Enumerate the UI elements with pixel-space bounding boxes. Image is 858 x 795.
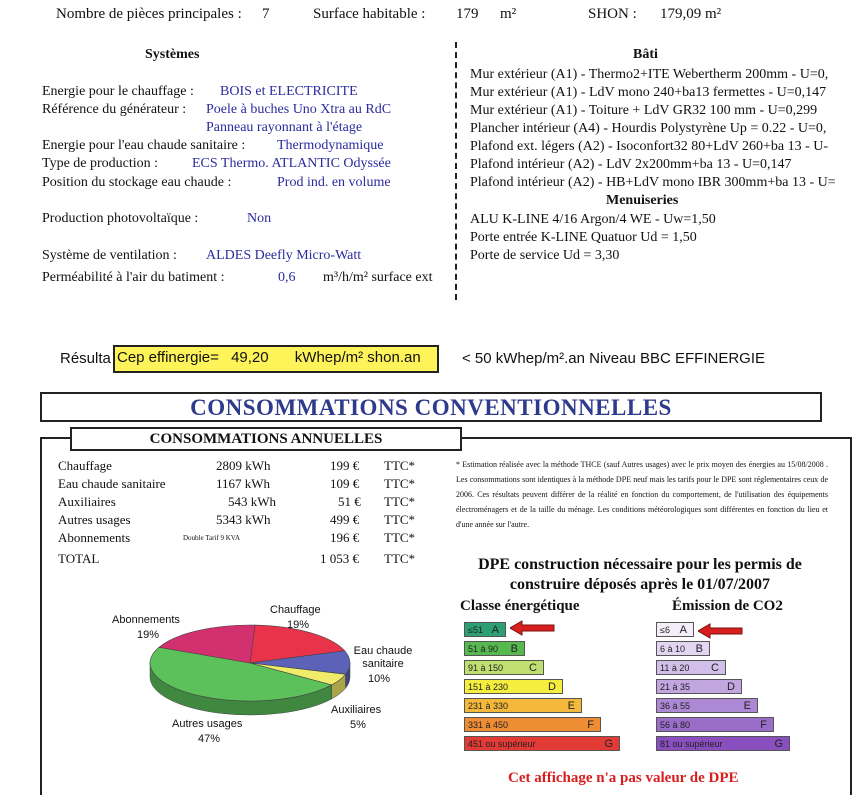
co2-title: Émission de CO2	[672, 598, 783, 614]
co2-letter-label: D	[727, 681, 735, 693]
pie-value-label: 10%	[368, 673, 391, 685]
bati-list	[470, 66, 842, 192]
pie-value-label: 47%	[198, 733, 221, 745]
co2-class-b	[656, 641, 710, 656]
cep-value: 49,20	[231, 349, 269, 366]
co2-range-label: 36 à 55	[660, 701, 691, 711]
energy-class-f	[464, 717, 601, 732]
row-eur: 51 €	[338, 494, 361, 509]
pie-label: Auxiliaires	[331, 704, 382, 716]
energy-range-label: 231 à 330	[468, 701, 509, 711]
row-eur: 109 €	[330, 476, 360, 491]
energy-range-label: 51 à 90	[468, 644, 499, 654]
co2-scale	[656, 622, 806, 762]
row-kwh: 5343 kWh	[216, 512, 271, 527]
shon-value: 179,09 m²	[660, 6, 722, 22]
row-eur: 1 053 €	[320, 551, 359, 566]
menuiserie-line: Porte entrée K-LINE Quatuor Ud = 1,50	[470, 230, 697, 245]
energy-class-g	[464, 736, 620, 751]
row-ttc: TTC*	[384, 476, 416, 491]
annual-title-box	[70, 427, 462, 451]
surface-label: Surface habitable :	[313, 6, 426, 22]
energy-class-c	[464, 660, 544, 675]
energy-letter-label: D	[548, 681, 556, 693]
co2-letter-label: F	[760, 719, 767, 731]
co2-range-label: 21 à 35	[660, 682, 691, 692]
row-kwh: 543 kWh	[228, 494, 277, 509]
energy-class-b	[464, 641, 525, 656]
row-eur: 196 €	[330, 530, 360, 545]
dpe-title: DPE construction nécessaire pour les permis de construire déposés après le 01/07/2007	[478, 556, 802, 593]
co2-range-label: 6 à 10	[660, 644, 686, 654]
pie-label: Abonnements	[112, 614, 180, 626]
cep-unit: kWhep/m² shon.an	[294, 349, 421, 366]
table-row	[58, 458, 428, 476]
pieces-value: 7	[262, 6, 270, 22]
table-row	[58, 476, 428, 494]
energy-letter-label: F	[587, 719, 594, 731]
row-eur: 499 €	[330, 512, 360, 527]
row-ttc: TTC*	[384, 494, 416, 509]
permeabilite-label: Perméabilité à l'air du batiment :	[42, 270, 225, 285]
co2-range-label: ≤6	[660, 625, 670, 635]
row-label: TOTAL	[58, 551, 100, 566]
stockage-label: Position du stockage eau chaude :	[42, 175, 232, 190]
co2-letter-label: B	[695, 643, 703, 655]
conso-title-box	[40, 392, 822, 422]
annual-title: CONSOMMATIONS ANNUELLES	[149, 431, 383, 447]
energy-letter-label: E	[567, 700, 575, 712]
pie-label: Chauffage	[270, 604, 321, 616]
bati-title: Bâti	[633, 47, 658, 62]
generateur-value-2: Panneau rayonnant à l'étage	[206, 120, 363, 135]
production-label: Type de production :	[42, 156, 159, 171]
row-ttc: TTC*	[384, 551, 416, 566]
co2-class-d	[656, 679, 742, 694]
energy-range-label: 151 à 230	[468, 682, 509, 692]
chauffage-label: Energie pour le chauffage :	[42, 84, 194, 99]
energy-range-label: 91 à 150	[468, 663, 504, 673]
ecs-value: Thermodynamique	[277, 138, 384, 153]
co2-letter-label: G	[774, 738, 783, 750]
energy-class-a	[464, 622, 506, 637]
conso-table	[58, 458, 428, 570]
menuiserie-line: ALU K-LINE 4/16 Argon/4 WE - Uw=1,50	[470, 212, 716, 227]
pie-value-label: 5%	[350, 719, 366, 731]
co2-class-c	[656, 660, 726, 675]
bati-line: Mur extérieur (A1) - Toiture + LdV GR32 100 mm - U=0,299	[470, 103, 818, 118]
pieces-label: Nombre de pièces principales :	[56, 6, 242, 22]
energy-letter-label: B	[510, 643, 518, 655]
row-ttc: TTC*	[384, 530, 416, 545]
row-note: Double Tarif 9 KVA	[183, 534, 240, 542]
table-row-total	[58, 548, 428, 570]
stockage-value: Prod ind. en volume	[277, 175, 391, 190]
dpe-disclaimer: Cet affichage n'a pas valeur de DPE	[508, 770, 739, 786]
column-divider	[455, 42, 457, 300]
menuiseries-title: Menuiseries	[606, 193, 679, 208]
bati-line: Mur extérieur (A1) - Thermo2+ITE Webertherm 200mm - U=0,	[470, 67, 829, 82]
co2-range-label: 56 à 80	[660, 720, 691, 730]
pie-label: Autres usages	[172, 718, 243, 730]
energy-letter-label: C	[529, 662, 537, 674]
row-label: Chauffage	[58, 458, 112, 473]
surface-value: 179	[456, 6, 479, 22]
row-ttc: TTC*	[384, 458, 416, 473]
energy-arrow-icon	[510, 620, 556, 636]
co2-class-g	[656, 736, 790, 751]
co2-class-e	[656, 698, 758, 713]
generateur-label: Référence du générateur :	[42, 102, 187, 117]
ventilation-label: Système de ventilation :	[42, 248, 177, 263]
row-label: Abonnements	[58, 530, 131, 545]
energy-class-d	[464, 679, 563, 694]
cep-highlight-box	[113, 345, 439, 373]
permeabilite-unit: m³/h/m² surface ext	[323, 270, 433, 285]
co2-letter-label: C	[711, 662, 719, 674]
energy-letter-label: A	[491, 624, 499, 636]
menuiserie-line: Porte de service Ud = 3,30	[470, 248, 620, 263]
table-row	[58, 512, 428, 530]
co2-arrow-icon	[698, 623, 744, 639]
co2-range-label: 81 ou supérieur	[660, 739, 723, 749]
row-kwh: 2809 kWh	[216, 458, 271, 473]
bati-line: Plafond intérieur (A2) - HB+LdV mono IBR 300mm+ba 13 - U=	[470, 175, 836, 190]
row-label: Autres usages	[58, 512, 131, 527]
pv-label: Production photovoltaïque :	[42, 211, 199, 226]
conso-title: CONSOMMATIONS CONVENTIONNELLES	[190, 395, 672, 420]
co2-class-f	[656, 717, 774, 732]
pv-value: Non	[247, 211, 272, 226]
ventilation-value: ALDES Deefly Micro-Watt	[206, 248, 362, 263]
generateur-value-1: Poele à buches Uno Xtra au RdC	[206, 102, 392, 117]
table-row	[58, 530, 428, 548]
row-kwh: 1167 kWh	[216, 476, 271, 491]
shon-label: SHON :	[588, 6, 637, 22]
energy-class-title: Classe énergétique	[460, 598, 580, 614]
row-label: Eau chaude sanitaire	[58, 476, 166, 491]
permeabilite-value: 0,6	[278, 270, 296, 285]
pie-value-label: 19%	[137, 629, 160, 641]
row-label: Auxiliaires	[58, 494, 116, 509]
energy-range-label: 451 ou supérieur	[468, 739, 536, 749]
co2-letter-label: A	[679, 624, 687, 636]
pie-value-label: 19%	[287, 619, 310, 631]
row-eur: 199 €	[330, 458, 360, 473]
energy-range-label: 331 à 450	[468, 720, 509, 730]
production-value: ECS Thermo. ATLANTIC Odyssée	[192, 156, 391, 171]
co2-range-label: 11 à 20	[660, 663, 690, 673]
energy-range-label: ≤51	[468, 625, 483, 635]
estimation-note: * Estimation réalisée avec la méthode THCE (sauf Autres usages) avec le prix moyen des énergies au 15/08/2008 . Les consommations sont identiques à la méthode DPE neuf mais les tarifs pour le DPE sont réglementaires ceux de 2006. Ces résultats peuvent différer de la réalité en fonction du comportement, de l'utilisation des équipements électroménagers et de la taille du ménage. Les conditions météorologiques sont différentes en fonction du lieu et d'une année sur l'autre.	[456, 460, 828, 529]
bati-line: Plafond intérieur (A2) - LdV 2x200mm+ba 13 - U=0,147	[470, 157, 792, 172]
bati-line: Plafond ext. légers (A2) - Isoconfort32 80+LdV 260+ba 13 - U-	[470, 139, 829, 154]
energy-letter-label: G	[604, 738, 613, 750]
surface-unit: m²	[500, 6, 517, 22]
cep-label: Cep effinergie=	[117, 349, 219, 366]
row-ttc: TTC*	[384, 512, 416, 527]
consumption-pie-chart	[140, 615, 360, 725]
energy-class-e	[464, 698, 582, 713]
table-row	[58, 494, 428, 512]
bati-line: Plancher intérieur (A4) - Hourdis Polystyrène Up = 0.22 - U=0,	[470, 121, 827, 136]
energy-scale	[464, 622, 634, 762]
chauffage-value: BOIS et ELECTRICITE	[220, 84, 358, 99]
resultat-label: Résulta	[60, 350, 111, 367]
co2-class-a	[656, 622, 694, 637]
bati-line: Mur extérieur (A1) - LdV mono 240+ba13 fermettes - U=0,147	[470, 85, 827, 100]
ecs-label: Energie pour l'eau chaude sanitaire :	[42, 138, 246, 153]
co2-letter-label: E	[743, 700, 751, 712]
pie-label: Eau chaude sanitaire	[353, 645, 413, 670]
cep-comparison: < 50 kWhep/m².an Niveau BBC EFFINERGIE	[462, 350, 766, 367]
systemes-title: Systèmes	[145, 47, 200, 62]
